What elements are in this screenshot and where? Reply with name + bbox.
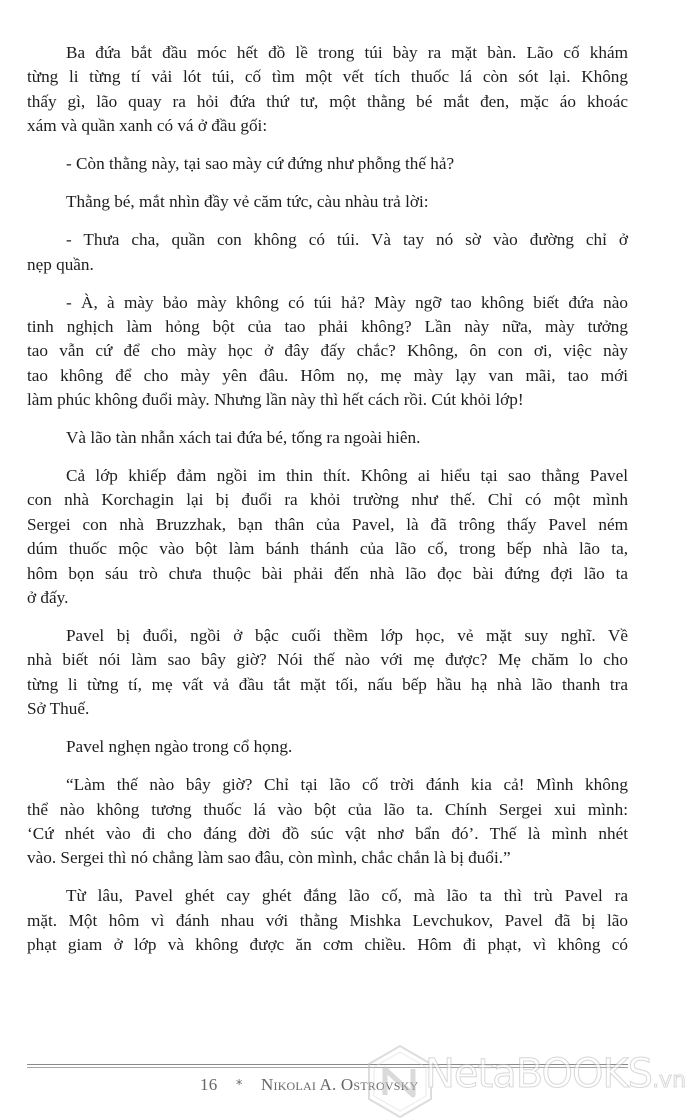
text-line: thể nào không tương thuốc lá vào bột của lão ta. Chính Sergei xui mình:: [27, 799, 628, 819]
text-line: tinh nghịch làm hỏng bột của tao phải không? Lần này nữa, mày tưởng: [27, 316, 628, 336]
page-footer: [200, 1075, 418, 1095]
footer-separator: *: [235, 1078, 243, 1093]
paragraph: [27, 152, 628, 176]
text-line: Ba đứa bắt đầu móc hết đồ lề trong túi bày ra mặt bàn. Lão cố khám: [66, 43, 628, 62]
text-line: thấy gì, lão quay ra hỏi đứa thứ tư, một thằng bé mắt đen, mặc áo khoác: [27, 91, 628, 111]
page-number: 16: [200, 1075, 218, 1094]
footer-author: Nikolai A. Ostrovsky: [261, 1075, 419, 1094]
text-line: nhà biết nói làm sao bây giờ? Nói thế nào với mẹ được? Mẹ chăm lo cho: [27, 650, 628, 670]
paragraph: [27, 291, 628, 413]
paragraph: [27, 464, 628, 610]
text-line: con nhà Korchagin lại bị đuổi ra khỏi trường như thế. Chỉ có một mình: [27, 490, 628, 510]
text-line: làm phúc không đuổi mày. Nhưng lần này thì hết cách rồi. Cút khỏi lớp!: [27, 390, 524, 410]
paragraph: [27, 41, 628, 139]
text-line: tao vẫn cứ để cho mày học ở đây đấy chắc? Không, ôn con ơi, việc này: [27, 341, 628, 361]
text-line: - À, à mày bảo mày không có túi hả? Mày ngỡ tao không biết đứa nào: [66, 292, 628, 312]
paragraph: [27, 735, 628, 759]
paragraph: [27, 624, 628, 722]
text-line: ở đấy.: [27, 587, 69, 607]
watermark-brand: NetaBOOKS.vn: [425, 1051, 687, 1097]
text-line: nẹp quần.: [27, 254, 94, 274]
text-line: mặt. Một hôm vì đánh nhau với thằng Mishka Levchukov, Pavel đã bị lão: [27, 910, 628, 930]
text-line: dúm thuốc mộc vào bột làm bánh thánh của lão cố, trong bếp nhà lão ta,: [27, 539, 628, 559]
paragraph: [27, 190, 628, 214]
text-line: từng li từng tí vải lót túi, cố tìm một vết tích thuốc lá còn sót lại. Không: [27, 67, 628, 87]
text-line: - Còn thằng này, tại sao mày cứ đứng như phỗng thế hả?: [66, 154, 455, 174]
text-line: từng li từng tí, mẹ vất vả đầu tắt mặt tối, nấu bếp hầu hạ nhà lão thanh tra: [27, 674, 628, 694]
text-line: tao không để cho mày yên đâu. Hôm nọ, mẹ mày lạy van mãi, tao mới: [27, 365, 628, 385]
paragraph: [27, 884, 628, 957]
text-line: Thằng bé, mắt nhìn đầy vẻ căm tức, càu nhàu trả lời:: [66, 192, 429, 212]
text-line: Pavel bị đuổi, ngồi ở bậc cuối thềm lớp học, vẻ mặt suy nghĩ. Về: [66, 625, 628, 645]
footer-rule-bottom: [27, 1067, 628, 1068]
text-line: Sergei con nhà Bruzzhak, bạn thân của Pavel, là đã trông thấy Pavel ném: [27, 514, 628, 534]
footer-rule-top: [27, 1064, 628, 1065]
text-line: Pavel nghẹn ngào trong cổ họng.: [66, 737, 293, 757]
body-text: [27, 41, 628, 971]
text-line: - Thưa cha, quần con không có túi. Và tay nó sờ vào đường chỉ ở: [66, 230, 628, 250]
text-line: Sở Thuế.: [27, 699, 90, 719]
text-line: xám và quần xanh có vá ở đầu gối:: [27, 116, 268, 136]
text-line: Từ lâu, Pavel ghét cay ghét đắng lão cố, mà lão ta thì trù Pavel ra: [66, 886, 628, 906]
text-line: “Làm thế nào bây giờ? Chỉ tại lão cố trời đánh kia cả! Mình không: [66, 775, 628, 795]
paragraph: [27, 426, 628, 450]
text-line: vào. Sergei thì nó chẳng làm sao đâu, còn mình, chắc chắn là bị đuổi.”: [27, 848, 511, 868]
text-line: ‘Cứ nhét vào đi cho đáng đời đồ súc vật nhơ bẩn đó’. Thế là mình nhét: [27, 823, 628, 843]
text-line: Và lão tàn nhẫn xách tai đứa bé, tống ra ngoài hiên.: [66, 428, 421, 448]
paragraph: [27, 228, 628, 277]
text-line: phạt giam ở lớp và không được ăn cơm chiều. Hôm đi phạt, vì không có: [27, 935, 628, 955]
text-line: hôm bọn sáu trò chưa thuộc bài phải đến nhà lão đọc bài đứng đợi lão ta: [27, 563, 628, 583]
text-line: Cả lớp khiếp đảm ngồi im thin thít. Không ai hiểu tại sao thằng Pavel: [66, 466, 628, 486]
paragraph: [27, 773, 628, 871]
